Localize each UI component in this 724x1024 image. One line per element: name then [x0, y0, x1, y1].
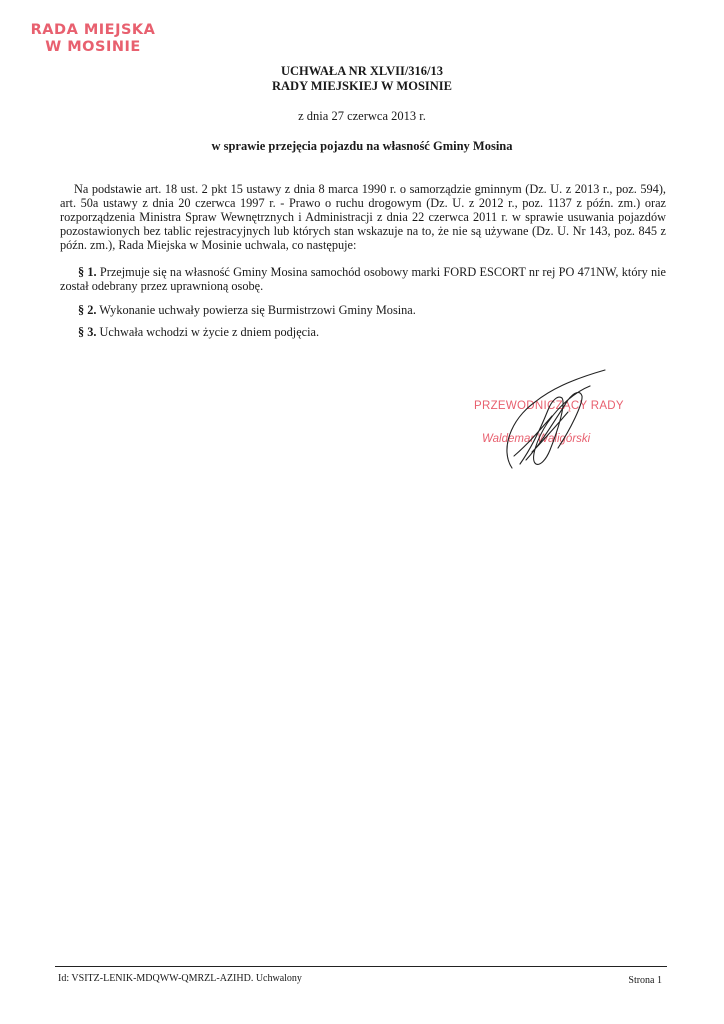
page-number: Strona 1	[628, 975, 662, 986]
council-stamp	[18, 22, 168, 56]
section-3-label: § 3.	[78, 325, 97, 339]
document-id: Id: VSITZ-LENIK-MDQWW-QMRZL-AZIHD. Uchwalony	[58, 973, 302, 984]
legal-basis-paragraph: Na podstawie art. 18 ust. 2 pkt 15 ustawy z dnia 8 marca 1990 r. o samorządzie gminnym (Dz. U. z 2013 r., poz. 594), art. 50a ustawy z dnia 20 czerwca 1997 r. - Prawo o ruchu drogowym (Dz. U. z 2012 r., poz. 1137 z późn. zm.) oraz rozporządzenia Ministra Spraw Wewnętrznych i Administracji z dnia 22 czerwca 2011 r. w sprawie usuwania pojazdów pozostawionych bez tablic rejestracyjnych lub których stan wskazuje na to, że nie są używane (Dz. U. Nr 143, poz. 845 z późn. zm.), Rada Miejska w Mosinie uchwala, co następuje:	[60, 182, 666, 252]
signature-block	[440, 360, 640, 480]
stamp-line-2: W MOSINIE	[45, 39, 141, 55]
resolution-date: z dnia 27 czerwca 2013 r.	[298, 109, 426, 123]
handwritten-signature	[440, 360, 640, 480]
section-2-text: Wykonanie uchwały powierza się Burmistrzowi Gminy Mosina.	[96, 303, 416, 317]
section-1-label: § 1.	[78, 265, 97, 279]
stamp-line-1: RADA MIEJSKA	[30, 22, 156, 38]
section-2-label: § 2.	[78, 303, 97, 317]
section-3-text: Uchwała wchodzi w życie z dniem podjęcia.	[96, 325, 320, 339]
chairman-name: Waldemar Waligórski	[482, 433, 591, 445]
section-2	[60, 303, 666, 317]
resolution-subject: w sprawie przejęcia pojazdu na własność Gminy Mosina	[211, 139, 513, 153]
council-name: RADY MIEJSKIEJ W MOSINIE	[271, 79, 452, 93]
section-1	[60, 265, 666, 293]
section-3	[60, 325, 666, 339]
section-1-text: Przejmuje się na własność Gminy Mosina samochód osobowy marki FORD ESCORT nr rej PO 471NW, który nie został odebrany przez uprawnioną osobę.	[60, 265, 666, 293]
footer-divider	[55, 966, 667, 967]
resolution-number: UCHWAŁA NR XLVII/316/13	[280, 64, 444, 78]
chairman-title: PRZEWODNICZĄCY RADY	[474, 400, 624, 412]
